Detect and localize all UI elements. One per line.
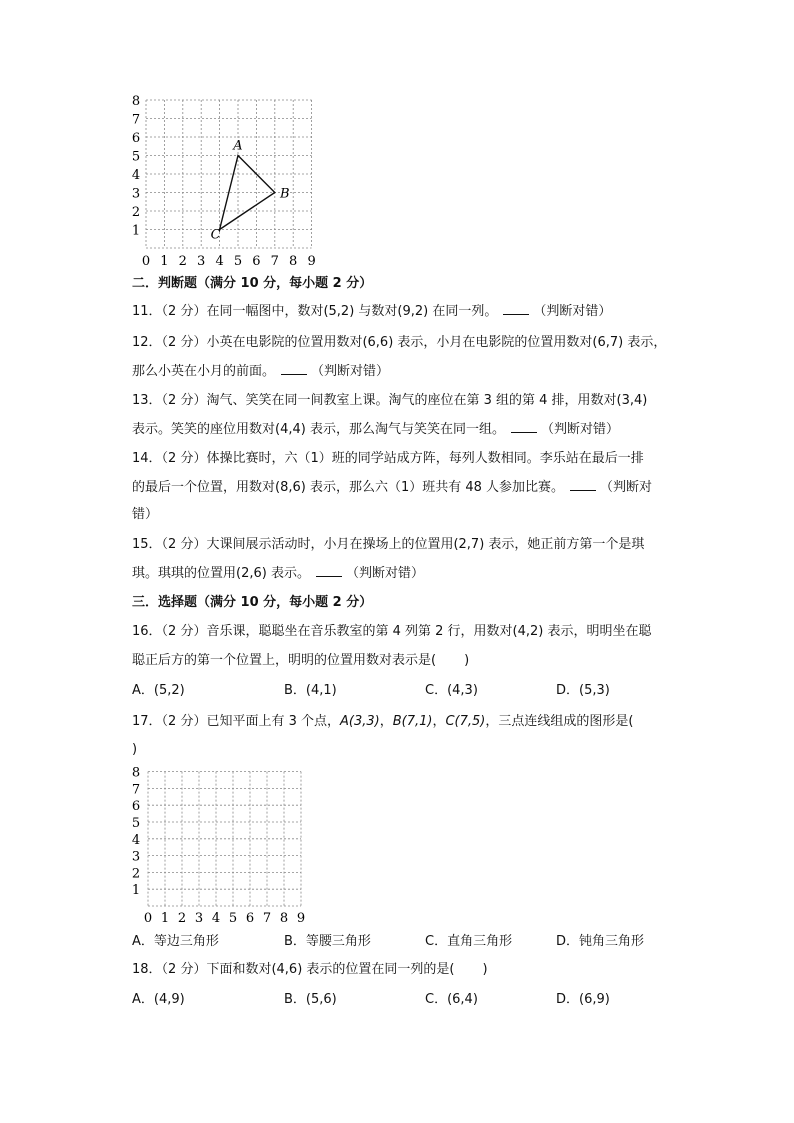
q15-line2: 琪。琪琪的位置用(2,6) 表示。: [132, 566, 310, 581]
axis-tick-labels: [132, 766, 305, 926]
q16-option-c[interactable]: C．(4,3): [425, 683, 478, 698]
q18-option-a[interactable]: A．(4,9): [132, 992, 185, 1007]
x-tick-label: 5: [228, 911, 238, 926]
q18-line1: 18．（2 分）下面和数对(4,6) 表示的位置在同一列的是(: [132, 962, 455, 977]
axis-tick-labels: [132, 94, 316, 268]
grid-lines: [146, 100, 312, 248]
x-tick-label: 2: [177, 911, 187, 926]
x-tick-label: 6: [252, 254, 261, 268]
x-tick-label: 4: [215, 254, 224, 268]
grid-figure-2: [128, 766, 328, 926]
x-tick-label: 9: [296, 911, 306, 926]
question-12-line-1: 12．（2 分）小英在电影院的位置用数对(6,6) 表示，小月在电影院的位置用数对(6,7) 表示，: [132, 335, 667, 350]
answer-blank-14[interactable]: [570, 478, 596, 491]
question-13-line-2: [132, 420, 619, 440]
y-tick-label: 1: [131, 883, 141, 899]
q16-option-b[interactable]: B．(4,1): [284, 683, 337, 698]
q18-option-d[interactable]: D．(6,9): [556, 992, 610, 1007]
q16-line2-end: ): [464, 653, 470, 668]
question-11: [132, 302, 611, 322]
answer-blank-12[interactable]: [281, 362, 307, 375]
q18-option-b[interactable]: B．(5,6): [284, 992, 337, 1007]
question-17-line-1: 17．（2 分）已知平面上有 3 个点，A(3,3)，B(7,1)，C(7,5)，三点连线组成的图形是(: [132, 714, 634, 729]
vertex-label-c: C: [210, 227, 221, 243]
x-tick-label: 6: [245, 911, 255, 926]
question-17-line-2: ): [132, 742, 138, 757]
y-tick-label: 1: [131, 223, 141, 239]
q15-tail: （判断对错）: [345, 566, 424, 581]
q17-option-d[interactable]: D．钝角三角形: [556, 934, 645, 949]
y-tick-label: 2: [131, 205, 141, 220]
vertex-label-b: B: [280, 186, 290, 202]
q13-line2: 表示。笑笑的座位用数对(4,4) 表示，那么淘气与笑笑在同一组。: [132, 422, 505, 437]
q12-tail: （判断对错）: [311, 364, 390, 379]
vertex-label-a: A: [233, 138, 243, 154]
y-tick-label: 5: [131, 816, 141, 831]
y-tick-label: 2: [131, 866, 141, 882]
x-tick-label: 4: [211, 911, 221, 926]
q17-option-b[interactable]: B．等腰三角形: [284, 934, 371, 949]
x-tick-label: 0: [143, 911, 153, 926]
section-3-title: 三．选择题（满分 10 分，每小题 2 分）: [132, 595, 373, 610]
q16-option-d[interactable]: D．(5,3): [556, 683, 610, 698]
grid-figure-1: [126, 92, 326, 268]
q17-option-a[interactable]: A．等边三角形: [132, 934, 219, 949]
y-tick-label: 6: [131, 131, 141, 146]
q16-line2: 聪正后方的第一个位置上，明明的位置用数对表示是(: [132, 653, 437, 668]
q18-line1-end: ): [482, 962, 488, 977]
x-tick-label: 8: [289, 254, 298, 268]
q17-point-c: C(7,5): [445, 714, 486, 729]
question-15-line-2: [132, 564, 424, 584]
y-tick-label: 7: [131, 782, 141, 798]
x-tick-label: 7: [262, 911, 272, 926]
y-tick-label: 6: [131, 799, 141, 815]
q13-tail: （判断对错）: [540, 422, 619, 437]
y-tick-label: 3: [131, 186, 141, 202]
y-tick-label: 7: [131, 112, 141, 128]
q17-prefix: 17．（2 分）已知平面上有 3 个点，: [132, 714, 340, 729]
q14-tail: （判断对: [600, 480, 653, 495]
x-tick-label: 7: [270, 254, 279, 268]
question-13-line-1: 13．（2 分）淘气、笑笑在同一间教室上课。淘气的座位在第 3 组的第 4 排，用数对(3,4): [132, 393, 648, 408]
x-tick-label: 3: [197, 254, 206, 268]
question-12-line-2: [132, 362, 389, 382]
question-18-line-1: [132, 960, 488, 980]
section-2-title: 二．判断题（满分 10 分，每小题 2 分）: [132, 276, 373, 291]
question-16-line-2: [132, 651, 469, 671]
y-tick-label: 4: [131, 168, 141, 183]
y-tick-label: 8: [131, 766, 141, 781]
answer-blank-11[interactable]: [503, 302, 529, 315]
q16-option-a[interactable]: A．(5,2): [132, 683, 185, 698]
question-15-line-1: 15．（2 分）大课间展示活动时，小月在操场上的位置用(2,7) 表示，她正前方第一个是琪: [132, 537, 645, 552]
question-14-line-2: [132, 478, 652, 498]
q18-option-c[interactable]: C．(6,4): [425, 992, 478, 1007]
answer-blank-13[interactable]: [511, 420, 537, 433]
question-16-line-1: 16．（2 分）音乐课，聪聪坐在音乐教室的第 4 列第 2 行，用数对(4,2) 表示，明明坐在聪: [132, 624, 652, 639]
x-tick-label: 3: [194, 911, 204, 926]
x-tick-label: 5: [233, 254, 243, 268]
q17-option-c[interactable]: C．直角三角形: [425, 934, 513, 949]
x-tick-label: 2: [178, 254, 187, 268]
x-tick-label: 0: [141, 254, 151, 268]
question-14-line-1: 14．（2 分）体操比赛时，六（1）班的同学站成方阵，每列人数相同。李乐站在最后一排: [132, 451, 644, 466]
y-tick-label: 3: [131, 849, 141, 865]
question-14-line-3: 错）: [132, 507, 159, 522]
grid-lines: [148, 772, 301, 906]
q17-point-b: B(7,1): [392, 714, 433, 729]
q11-text: 11．（2 分）在同一幅图中，数对(5,2) 与数对(9,2) 在同一列。: [132, 304, 498, 319]
x-tick-label: 1: [160, 911, 170, 926]
triangle-abc: [211, 139, 290, 243]
y-tick-label: 5: [131, 149, 141, 165]
q14-line2: 的最后一个位置，用数对(8,6) 表示，那么六（1）班共有 48 人参加比赛。: [132, 480, 565, 495]
x-tick-label: 9: [307, 254, 316, 268]
q17-suffix: ，三点连线组成的图形是(: [485, 714, 634, 729]
q11-tail: （判断对错）: [533, 304, 612, 319]
answer-blank-15[interactable]: [316, 564, 342, 577]
q17-point-a: A(3,3): [339, 714, 380, 729]
x-tick-label: 1: [160, 254, 169, 268]
x-tick-label: 8: [279, 911, 289, 926]
y-tick-label: 4: [131, 832, 141, 848]
y-tick-label: 8: [131, 94, 141, 109]
q12-line2: 那么小英在小月的前面。: [132, 364, 276, 379]
